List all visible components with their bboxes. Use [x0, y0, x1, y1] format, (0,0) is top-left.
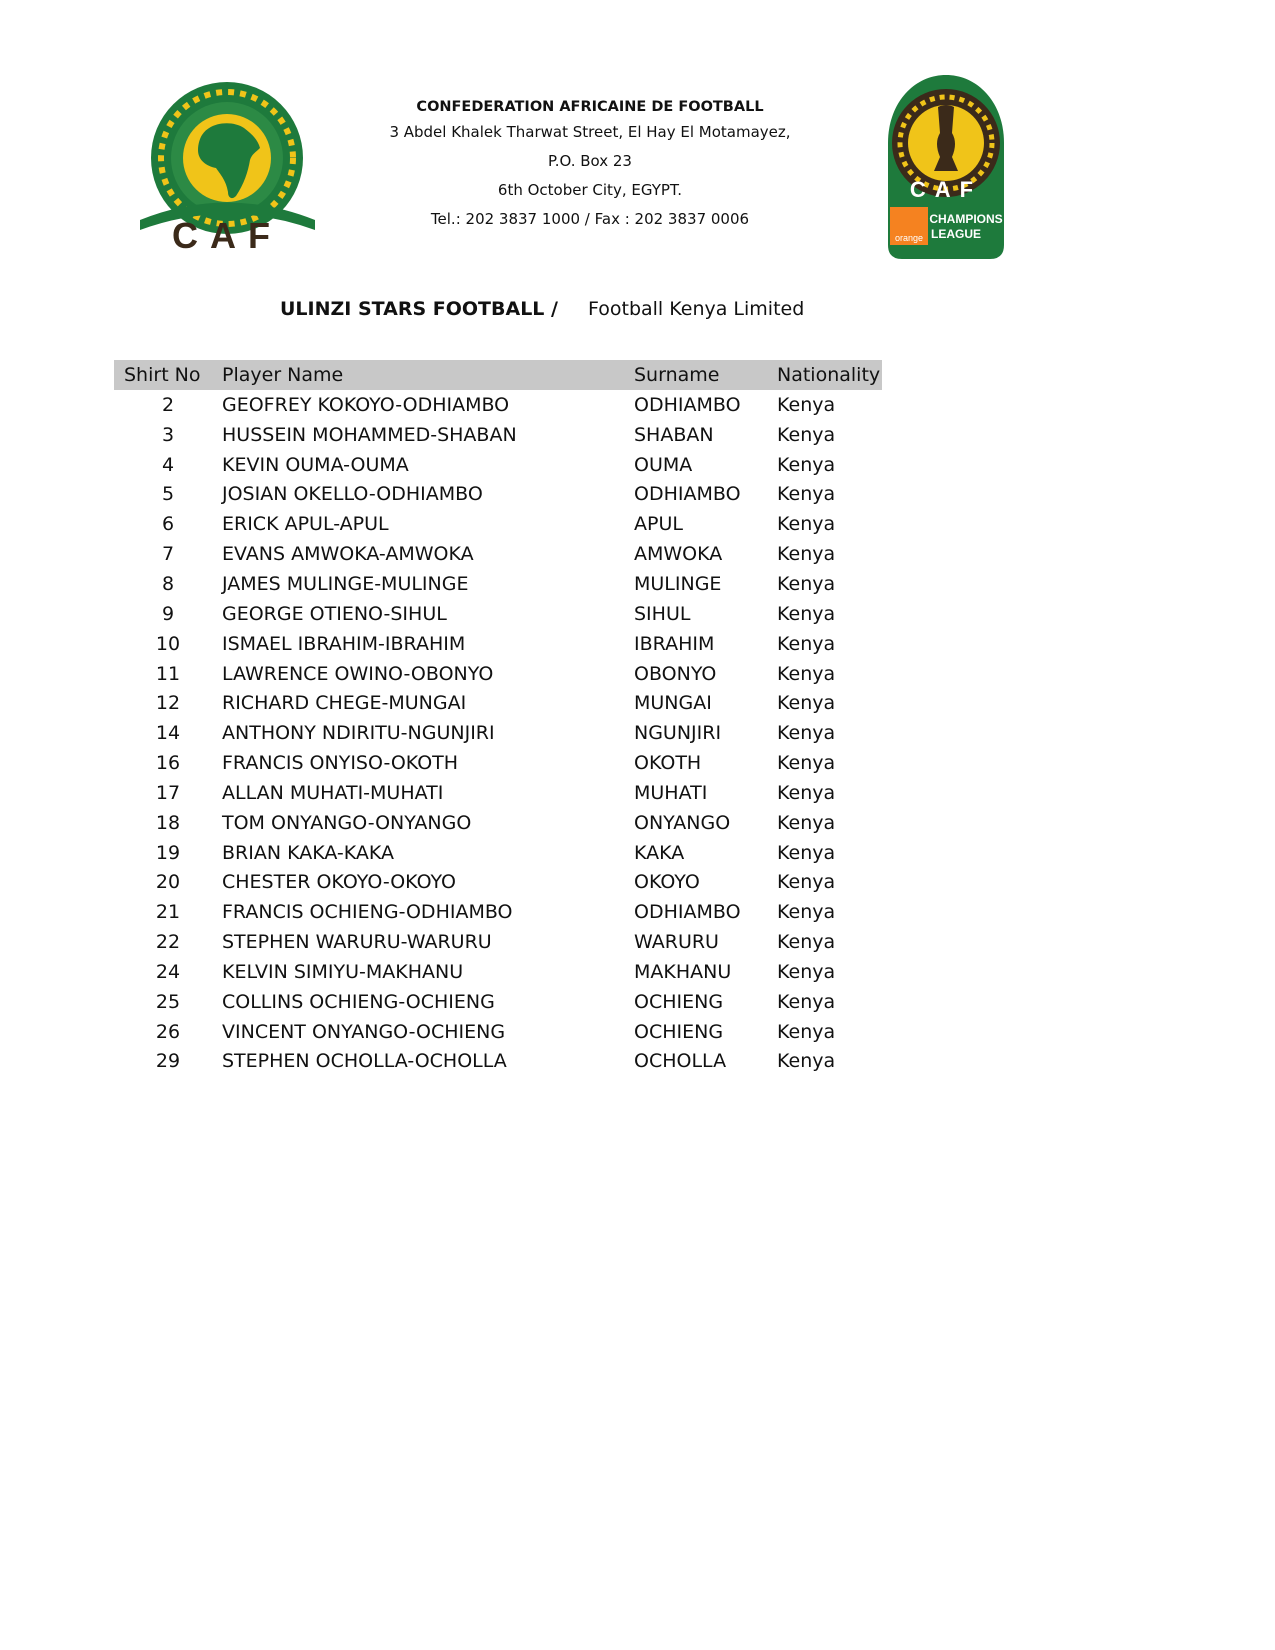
player-name-cell: ISMAEL IBRAHIM-IBRAHIM [222, 632, 466, 655]
shirt-number-cell: 4 [161, 453, 175, 476]
club-name: ULINZI STARS FOOTBALL / [280, 298, 558, 320]
federation-name: Football Kenya Limited [588, 298, 805, 320]
shirt-number-cell: 3 [161, 423, 175, 446]
surname-cell: ODHIAMBO [634, 901, 741, 924]
surname-cell: OCHIENG [634, 1020, 724, 1043]
champions-text: CHAMPIONS [929, 212, 1003, 226]
surname-cell: OCHOLLA [634, 1050, 727, 1073]
player-name-cell: ANTHONY NDIRITU-NGUNJIRI [222, 722, 495, 745]
table-row [114, 897, 882, 927]
player-name-cell: JOSIAN OKELLO-ODHIAMBO [222, 483, 483, 506]
surname-cell: ODHIAMBO [634, 393, 741, 416]
surname-cell: OKOTH [634, 752, 702, 775]
nationality-cell: Kenya [777, 811, 836, 834]
player-name-cell: ERICK APUL-APUL [222, 513, 389, 536]
shirt-number-cell: 8 [161, 572, 175, 595]
player-name-cell: JAMES MULINGE-MULINGE [222, 572, 469, 595]
shirt-number-cell: 21 [155, 901, 181, 924]
table-row [114, 1047, 882, 1077]
shirt-number-cell: 16 [155, 752, 181, 775]
surname-cell: APUL [634, 513, 683, 536]
shirt-number-cell: 19 [155, 841, 181, 864]
nationality-cell: Kenya [777, 1020, 836, 1043]
shirt-number-cell: 5 [161, 483, 175, 506]
player-name-cell: HUSSEIN MOHAMMED-SHABAN [222, 423, 517, 446]
surname-cell: MULINGE [634, 572, 722, 595]
table-row [114, 748, 882, 778]
table-row [114, 957, 882, 987]
player-name-cell: GEOFREY KOKOYO-ODHIAMBO [222, 393, 510, 416]
nationality-cell: Kenya [777, 990, 836, 1013]
nationality-cell: Kenya [777, 572, 836, 595]
nationality-cell: Kenya [777, 543, 836, 566]
shirt-number-cell: 2 [161, 393, 175, 416]
player-name-cell: GEORGE OTIENO-SIHUL [222, 602, 447, 625]
nationality-cell: Kenya [777, 632, 836, 655]
shirt-number-cell: 12 [155, 692, 181, 715]
organization-name: CONFEDERATION AFRICAINE DE FOOTBALL [416, 99, 764, 115]
nationality-cell: Kenya [777, 901, 836, 924]
shirt-number-cell: 20 [155, 871, 181, 894]
player-name-cell: CHESTER OKOYO-OKOYO [222, 871, 457, 894]
nationality-cell: Kenya [777, 662, 836, 685]
nationality-cell: Kenya [777, 752, 836, 775]
surname-cell: OCHIENG [634, 990, 724, 1013]
nationality-cell: Kenya [777, 931, 836, 954]
surname-cell: MAKHANU [634, 960, 732, 983]
player-name-cell: KELVIN SIMIYU-MAKHANU [222, 960, 464, 983]
caf-logo [140, 80, 315, 255]
surname-cell: AMWOKA [634, 543, 723, 566]
player-name-cell: ALLAN MUHATI-MUHATI [222, 781, 444, 804]
table-row [114, 718, 882, 748]
table-row [114, 778, 882, 808]
table-row [114, 480, 882, 510]
player-name-cell: STEPHEN WARURU-WARURU [222, 931, 492, 954]
contact-line: Tel.: 202 3837 1000 / Fax : 202 3837 0006 [430, 210, 750, 228]
nationality-cell: Kenya [777, 1050, 836, 1073]
table-row [114, 390, 882, 420]
player-name-cell: FRANCIS ONYISO-OKOTH [222, 752, 459, 775]
shirt-number-cell: 9 [161, 602, 175, 625]
surname-cell: OBONYO [634, 662, 717, 685]
shirt-number-cell: 29 [155, 1050, 181, 1073]
nationality-cell: Kenya [777, 602, 836, 625]
table-row [114, 569, 882, 599]
sponsor-text: orange [894, 233, 924, 243]
table-row [114, 688, 882, 718]
shirt-number-cell: 25 [155, 990, 181, 1013]
shirt-number-cell: 10 [155, 632, 181, 655]
table-row [114, 808, 882, 838]
surname-cell: MUHATI [634, 781, 708, 804]
shirt-number-cell: 24 [155, 960, 181, 983]
table-row [114, 838, 882, 868]
surname-cell: MUNGAI [634, 692, 712, 715]
surname-cell: IBRAHIM [634, 632, 715, 655]
address-line-1: 3 Abdel Khalek Tharwat Street, El Hay El Motamayez, [389, 123, 791, 141]
player-name-cell: TOM ONYANGO-ONYANGO [222, 811, 472, 834]
caf-address-block [350, 96, 830, 234]
address-line-2: P.O. Box 23 [548, 152, 632, 170]
surname-cell: OUMA [634, 453, 693, 476]
player-name-cell: BRIAN KAKA-KAKA [222, 841, 395, 864]
club-heading [0, 298, 1275, 326]
table-row [114, 599, 882, 629]
shirt-number-cell: 6 [161, 513, 175, 536]
shirt-number-cell: 18 [155, 811, 181, 834]
surname-cell: ODHIAMBO [634, 483, 741, 506]
address-line-3: 6th October City, EGYPT. [497, 181, 683, 199]
nationality-cell: Kenya [777, 483, 836, 506]
champions-logo-caf-text: CAF [909, 177, 983, 202]
table-row [114, 539, 882, 569]
shirt-number-cell: 26 [155, 1020, 181, 1043]
nationality-cell: Kenya [777, 781, 836, 804]
caf-logo-text: CAF [172, 215, 282, 255]
surname-cell: KAKA [634, 841, 685, 864]
roster-body [114, 390, 882, 1076]
col-header-player-name: Player Name [212, 360, 624, 390]
player-name-cell: EVANS AMWOKA-AMWOKA [222, 543, 474, 566]
table-row [114, 1017, 882, 1047]
surname-cell: SHABAN [634, 423, 714, 446]
shirt-number-cell: 14 [155, 722, 181, 745]
nationality-cell: Kenya [777, 871, 836, 894]
champions-league-logo [876, 73, 1016, 261]
table-row [114, 509, 882, 539]
surname-cell: SIHUL [634, 602, 691, 625]
col-header-surname: Surname [624, 360, 767, 390]
player-roster-table [114, 360, 882, 1076]
shirt-number-cell: 11 [155, 662, 181, 685]
nationality-cell: Kenya [777, 423, 836, 446]
surname-cell: OKOYO [634, 871, 700, 894]
table-row [114, 987, 882, 1017]
nationality-cell: Kenya [777, 513, 836, 536]
surname-cell: WARURU [634, 931, 719, 954]
table-row [114, 420, 882, 450]
surname-cell: ONYANGO [634, 811, 731, 834]
table-row [114, 868, 882, 898]
nationality-cell: Kenya [777, 960, 836, 983]
shirt-number-cell: 22 [155, 931, 181, 954]
table-row [114, 450, 882, 480]
player-name-cell: LAWRENCE OWINO-OBONYO [222, 662, 494, 685]
player-name-cell: KEVIN OUMA-OUMA [222, 453, 409, 476]
col-header-nationality: Nationality [767, 360, 882, 390]
shirt-number-cell: 7 [161, 543, 175, 566]
table-row [114, 927, 882, 957]
nationality-cell: Kenya [777, 393, 836, 416]
table-row [114, 659, 882, 689]
col-header-shirt-no: Shirt No [114, 360, 212, 390]
nationality-cell: Kenya [777, 453, 836, 476]
nationality-cell: Kenya [777, 722, 836, 745]
table-header-row [114, 360, 882, 390]
player-name-cell: COLLINS OCHIENG-OCHIENG [222, 990, 495, 1013]
table-row [114, 629, 882, 659]
player-name-cell: RICHARD CHEGE-MUNGAI [222, 692, 467, 715]
surname-cell: NGUNJIRI [634, 722, 722, 745]
nationality-cell: Kenya [777, 841, 836, 864]
league-text: LEAGUE [930, 227, 982, 241]
player-name-cell: FRANCIS OCHIENG-ODHIAMBO [222, 901, 513, 924]
player-name-cell: VINCENT ONYANGO-OCHIENG [222, 1020, 506, 1043]
nationality-cell: Kenya [777, 692, 836, 715]
shirt-number-cell: 17 [155, 781, 181, 804]
player-name-cell: STEPHEN OCHOLLA-OCHOLLA [222, 1050, 507, 1073]
